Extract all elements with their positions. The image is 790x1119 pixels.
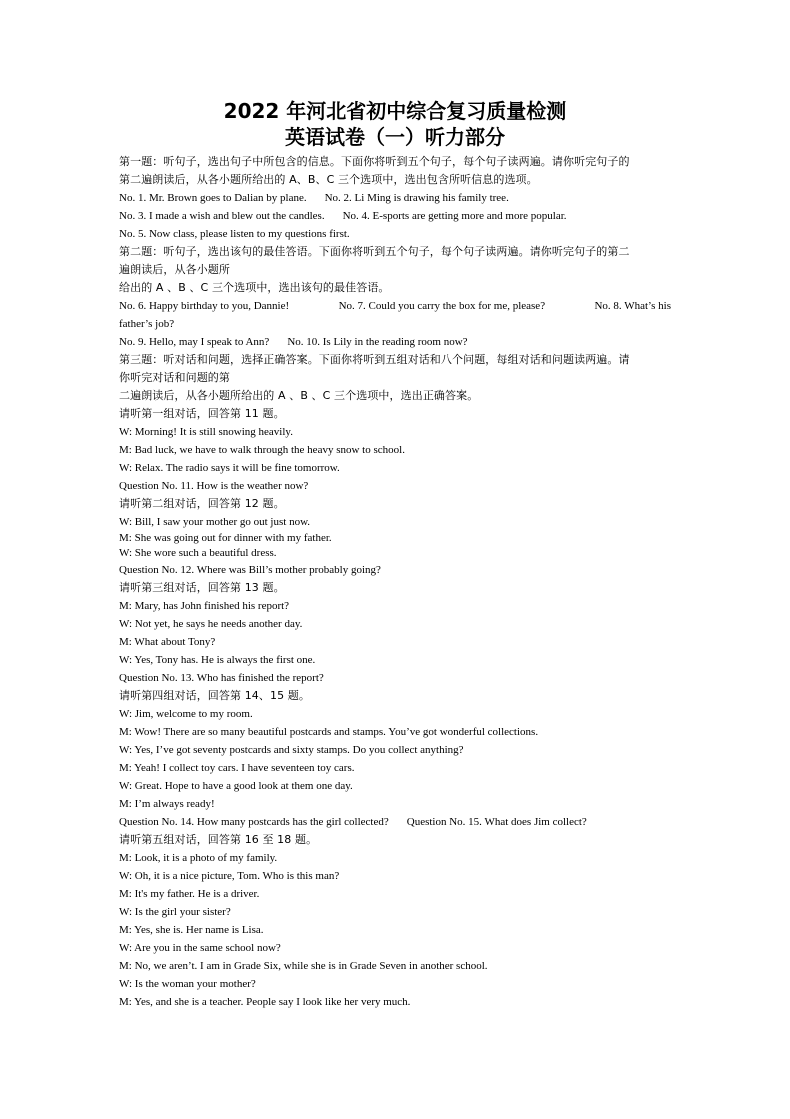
sentence-row <box>119 297 671 315</box>
sentence-8: No. 8. What’s his <box>594 300 671 312</box>
section-1-instruction-cont: 第二遍朗读后，从各小题所给出的 A、B、C 三个选项中，选出包含所听信息的选项。 <box>119 173 538 186</box>
dialogue-line: W: Oh, it is a nice picture, Tom. Who is this man? <box>119 870 340 882</box>
sentence-row <box>119 207 671 225</box>
transcript-body <box>119 153 671 1011</box>
section-2-instruction-cont: 遍朗读后，从各小题所 <box>119 263 230 276</box>
dialogue-2-heading: 请听第二组对话，回答第 12 题。 <box>119 497 285 510</box>
sentence-9: No. 9. Hello, may I speak to Ann? <box>119 336 270 348</box>
dialogue-line: W: Bill, I saw your mother go out just now. <box>119 516 311 528</box>
document-subtitle: 英语试卷（一）听力部分 <box>285 125 505 149</box>
sentence-6: No. 6. Happy birthday to you, Dannie! <box>119 300 290 312</box>
dialogue-line: M: Yeah! I collect toy cars. I have seventeen toy cars. <box>119 762 355 774</box>
sentence-4: No. 4. E-sports are getting more and more popular. <box>342 210 567 222</box>
section-2-instruction-cont: 给出的 A 、B 、C 三个选项中，选出该句的最佳答语。 <box>119 281 390 294</box>
dialogue-line: W: Great. Hope to have a good look at them one day. <box>119 780 353 792</box>
dialogue-line: M: Yes, she is. Her name is Lisa. <box>119 924 264 936</box>
dialogue-line: M: Wow! There are so many beautiful postcards and stamps. You’ve got wonderful collections. <box>119 726 539 738</box>
question-15: Question No. 15. What does Jim collect? <box>406 816 587 828</box>
dialogue-line: W: Are you in the same school now? <box>119 942 281 954</box>
dialogue-3-heading: 请听第三组对话，回答第 13 题。 <box>119 581 285 594</box>
dialogue-line: W: Yes, I’ve got seventy postcards and sixty stamps. Do you collect anything? <box>119 744 464 756</box>
dialogue-line: M: No, we aren’t. I am in Grade Six, while she is in Grade Seven in another school. <box>119 960 488 972</box>
section-1-instruction: 第一题：听句子，选出句子中所包含的信息。下面你将听到五个句子，每个句子读两遍。请你听完句子的 <box>119 155 630 168</box>
document-title: 2022 年河北省初中综合复习质量检测 <box>223 99 567 123</box>
dialogue-line: M: Bad luck, we have to walk through the heavy snow to school. <box>119 444 405 456</box>
dialogue-line: W: Yes, Tony has. He is always the first one. <box>119 654 316 666</box>
question-11: Question No. 11. How is the weather now? <box>119 480 309 492</box>
section-3-instruction-cont: 你听完对话和问题的第 <box>119 371 230 384</box>
dialogue-line: W: Morning! It is still snowing heavily. <box>119 426 293 438</box>
sentence-8-cont: father’s job? <box>119 318 175 330</box>
dialogue-line: M: Look, it is a photo of my family. <box>119 852 278 864</box>
section-2-instruction: 第二题：听句子，选出该句的最佳答语。下面你将听到五个句子，每个句子读两遍。请你听完句子的第二 <box>119 245 630 258</box>
sentence-5: No. 5. Now class, please listen to my questions first. <box>119 228 350 240</box>
dialogue-line: M: What about Tony? <box>119 636 216 648</box>
dialogue-line: M: It's my father. He is a driver. <box>119 888 260 900</box>
question-12: Question No. 12. Where was Bill’s mother probably going? <box>119 564 381 576</box>
dialogue-line: W: Jim, welcome to my room. <box>119 708 253 720</box>
sentence-row <box>119 189 671 207</box>
dialogue-5-heading: 请听第五组对话，回答第 16 至 18 题。 <box>119 833 318 846</box>
sentence-7: No. 7. Could you carry the box for me, please? <box>338 300 546 312</box>
sentence-2: No. 2. Li Ming is drawing his family tree. <box>324 192 509 204</box>
sentence-10: No. 10. Is Lily in the reading room now? <box>287 336 468 348</box>
dialogue-1-heading: 请听第一组对话，回答第 11 题。 <box>119 407 285 420</box>
dialogue-line: M: She was going out for dinner with my father. <box>119 532 332 544</box>
section-3-instruction: 第三题：听对话和问题，选择正确答案。下面你将听到五组对话和八个问题，每组对话和问题读两遍。请 <box>119 353 630 366</box>
question-14: Question No. 14. How many postcards has the girl collected? <box>119 816 389 828</box>
dialogue-line: M: Mary, has John finished his report? <box>119 600 290 612</box>
question-row <box>119 813 671 831</box>
dialogue-line: W: Is the woman your mother? <box>119 978 256 990</box>
dialogue-line: W: Not yet, he says he needs another day. <box>119 618 303 630</box>
dialogue-line: M: I’m always ready! <box>119 798 215 810</box>
dialogue-line: W: She wore such a beautiful dress. <box>119 547 277 559</box>
sentence-3: No. 3. I made a wish and blew out the candles. <box>119 210 325 222</box>
sentence-1: No. 1. Mr. Brown goes to Dalian by plane. <box>119 192 307 204</box>
dialogue-line: M: Yes, and she is a teacher. People say I look like her very much. <box>119 996 411 1008</box>
question-13: Question No. 13. Who has finished the report? <box>119 672 324 684</box>
dialogue-line: W: Is the girl your sister? <box>119 906 231 918</box>
section-3-instruction-cont: 二遍朗读后，从各小题所给出的 A 、B 、C 三个选项中，选出正确答案。 <box>119 389 479 402</box>
dialogue-line: W: Relax. The radio says it will be fine tomorrow. <box>119 462 340 474</box>
sentence-row <box>119 333 671 351</box>
dialogue-4-heading: 请听第四组对话，回答第 14、15 题。 <box>119 689 310 702</box>
